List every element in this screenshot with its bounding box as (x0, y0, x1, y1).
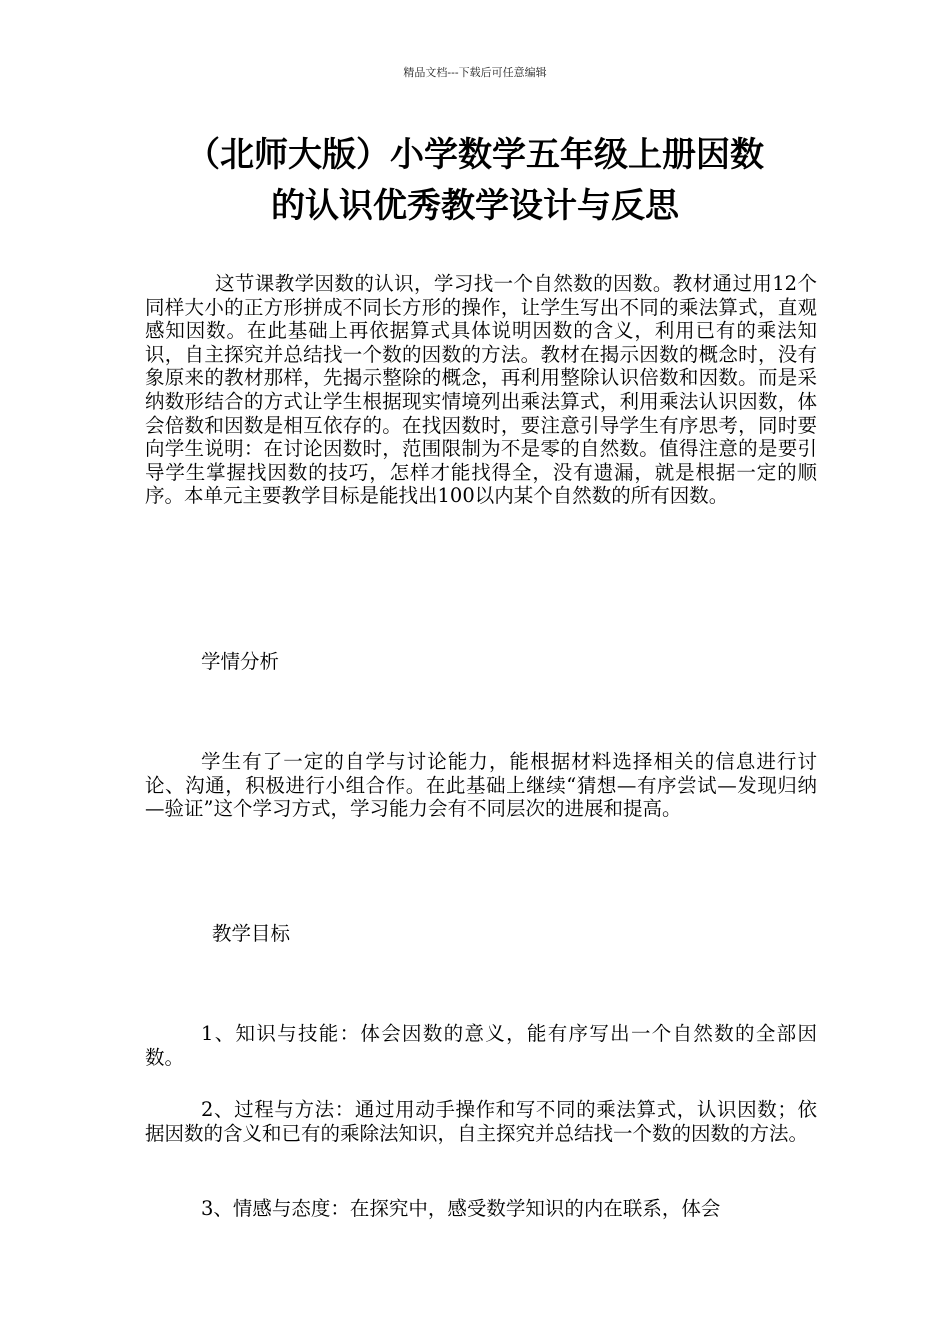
analysis-heading: 学情分析 (201, 650, 280, 673)
goal-item-2: 2、过程与方法：通过用动手操作和写不同的乘法算式，认识因数；依据因数的含义和已有的乘除法知识，自主探究并总结找一个数的因数的方法。 (145, 1098, 817, 1145)
document-title (120, 130, 830, 232)
document-title-line-1: （北师大版）小学数学五年级上册因数 (186, 135, 764, 175)
goal-item-1: 1、知识与技能：体会因数的意义，能有序写出一个自然数的全部因数。 (145, 1022, 817, 1069)
intro-paragraph: 这节课教学因数的认识，学习找一个自然数的因数。教材通过用12个同样大小的正方形拼成不同长方形的操作，让学生写出不同的乘法算式，直观感知因数。在此基础上再依据算式具体说明因数的含义，利用已有的乘法知识，自主探究并总结找一个数的因数的方法。教材在揭示因数的概念时，没有象原来的教材那样，先揭示整除的概念，再利用整除认识倍数和因数。而是采纳数形结合的方式让学生根据现实情境列出乘法算式，利用乘法认识因数，体会倍数和因数是相互依存的。在找因数时，要注意引导学生有序思考，同时要向学生说明：在讨论因数时，范围限制为不是零的自然数。值得注意的是要引导学生掌握找因数的技巧，怎样才能找得全，没有遗漏，就是根据一定的顺序。本单元主要教学目标是能找出100以内某个自然数的所有因数。 (145, 272, 817, 508)
header-note: 精品文档---下载后可任意编辑 (403, 66, 547, 79)
document-title-line-2: 的认识优秀教学设计与反思 (271, 186, 679, 226)
analysis-paragraph: 学生有了一定的自学与讨论能力，能根据材料选择相关的信息进行讨论、沟通，积极进行小组合作。在此基础上继续“猜想—有序尝试—发现归纳—验证”这个学习方式，学习能力会有不同层次的进展和提高。 (145, 750, 817, 821)
goals-heading: 教学目标 (212, 922, 291, 945)
goal-item-3: 3、情感与态度：在探究中，感受数学知识的内在联系，体会 (201, 1197, 721, 1220)
